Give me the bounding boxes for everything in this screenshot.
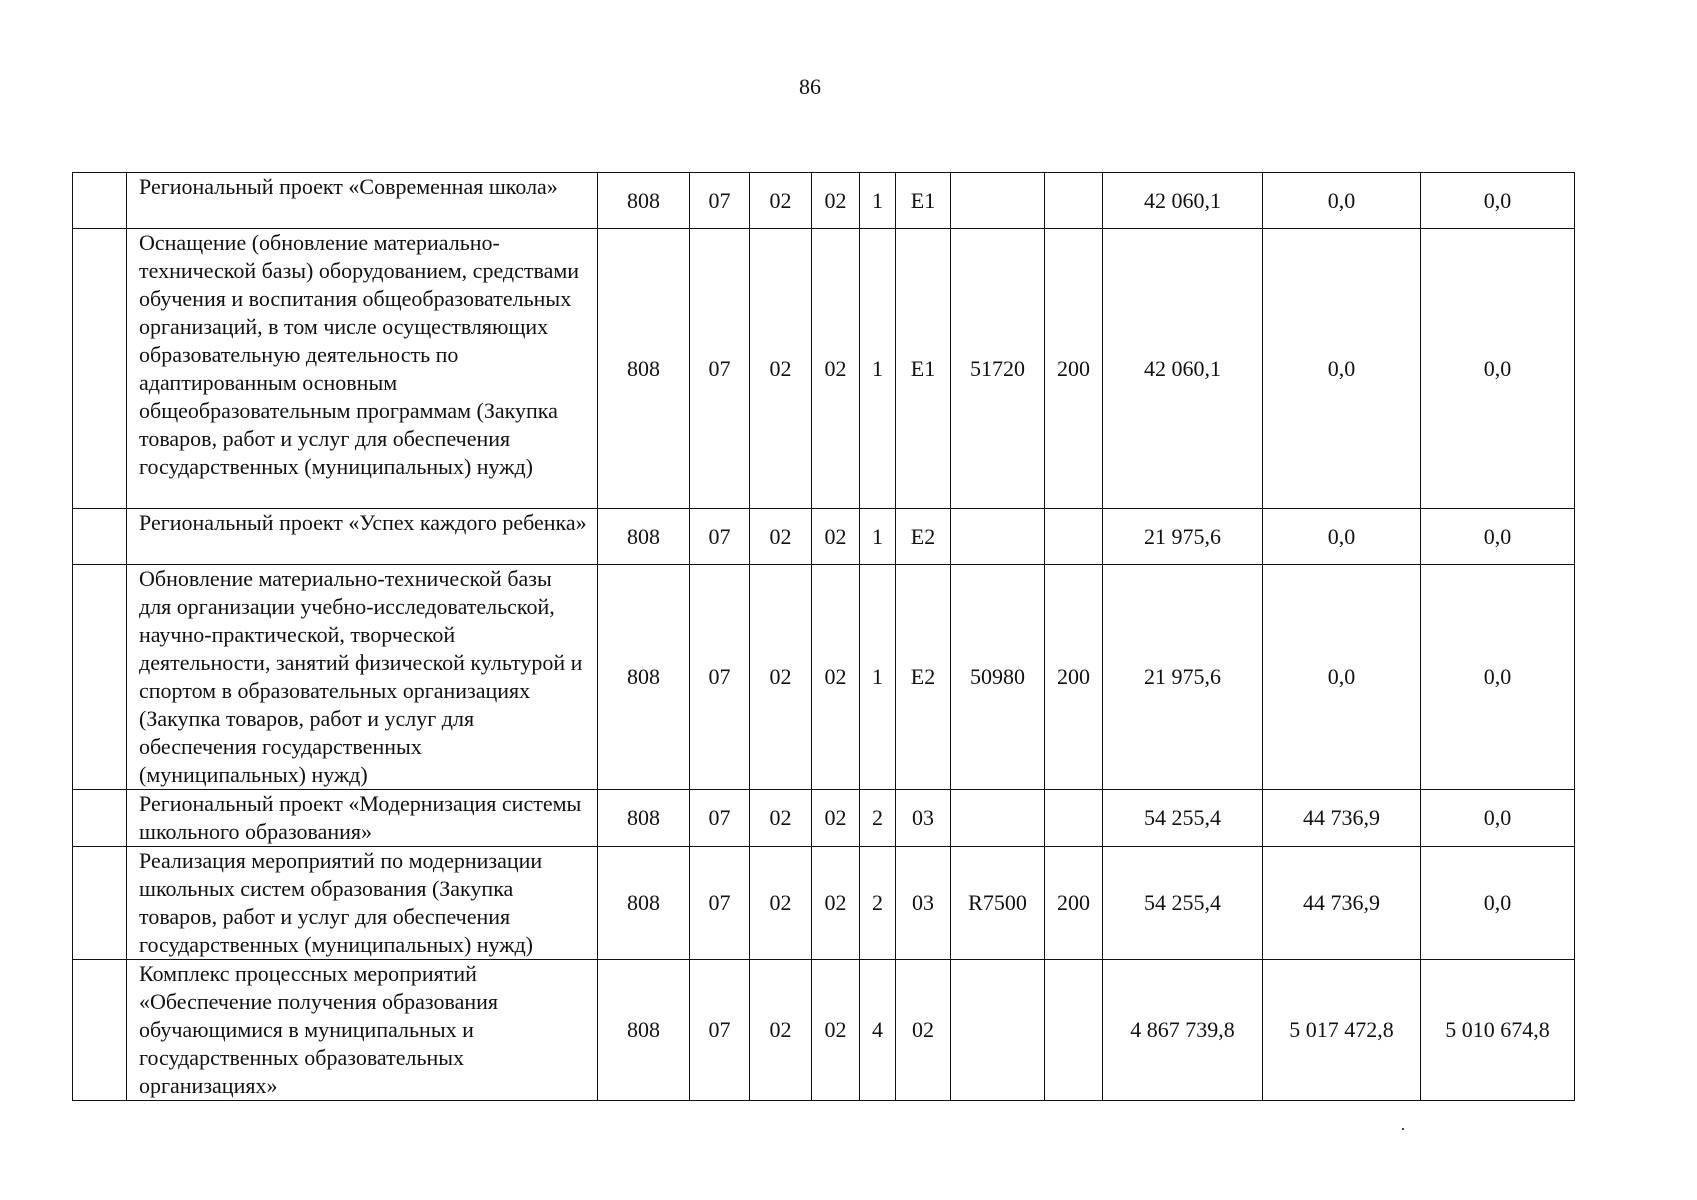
amount-year-3: 5 010 674,8	[1421, 960, 1575, 1101]
section-code: 07	[690, 509, 750, 565]
subprogram-code: 1	[860, 229, 896, 509]
item-name: Реализация мероприятий по модернизации школьных систем образования (Закупка товаров, работ и услуг для обеспечения государственных (муниципальных) нужд)	[127, 847, 598, 960]
subsection-code: 02	[750, 173, 812, 229]
project-code: Е2	[896, 565, 951, 790]
page-number: 86	[799, 74, 821, 99]
project-code: 02	[896, 960, 951, 1101]
amount-year-2: 5 017 472,8	[1263, 960, 1421, 1101]
expense-type-code	[1045, 790, 1103, 847]
ministry-code: 808	[598, 790, 690, 847]
table-row	[73, 790, 1575, 847]
expense-type-code: 200	[1045, 229, 1103, 509]
section-code: 07	[690, 173, 750, 229]
amount-year-1: 4 867 739,8	[1103, 960, 1263, 1101]
subprogram-code: 4	[860, 960, 896, 1101]
program-code: 02	[812, 509, 860, 565]
ministry-code: 808	[598, 960, 690, 1101]
row-number-cell	[73, 847, 127, 960]
direction-code: 50980	[951, 565, 1045, 790]
row-number-cell	[73, 229, 127, 509]
program-code: 02	[812, 790, 860, 847]
amount-year-3: 0,0	[1421, 229, 1575, 509]
section-code: 07	[690, 960, 750, 1101]
item-name: Обновление материально-технической базы для организации учебно-исследовательской, научно-практической, творческой деятельности, занятий физической культурой и спортом в образовательных организациях (Закупка товаров, работ и услуг для обеспечения государственных (муниципальных) нужд)	[127, 565, 598, 790]
expense-type-code	[1045, 509, 1103, 565]
project-code: 03	[896, 790, 951, 847]
direction-code	[951, 173, 1045, 229]
scan-speck	[1402, 1128, 1404, 1130]
section-code: 07	[690, 565, 750, 790]
amount-year-2: 44 736,9	[1263, 847, 1421, 960]
ministry-code: 808	[598, 847, 690, 960]
program-code: 02	[812, 229, 860, 509]
row-number-cell	[73, 790, 127, 847]
amount-year-3: 0,0	[1421, 565, 1575, 790]
section-code: 07	[690, 229, 750, 509]
subsection-code: 02	[750, 790, 812, 847]
item-name: Региональный проект «Современная школа»	[127, 173, 598, 229]
row-number-cell	[73, 960, 127, 1101]
amount-year-1: 42 060,1	[1103, 173, 1263, 229]
subsection-code: 02	[750, 847, 812, 960]
direction-code	[951, 960, 1045, 1101]
row-number-cell	[73, 509, 127, 565]
amount-year-3: 0,0	[1421, 509, 1575, 565]
program-code: 02	[812, 565, 860, 790]
amount-year-3: 0,0	[1421, 790, 1575, 847]
amount-year-2: 0,0	[1263, 509, 1421, 565]
project-code: Е1	[896, 229, 951, 509]
subsection-code: 02	[750, 509, 812, 565]
expense-type-code: 200	[1045, 847, 1103, 960]
subsection-code: 02	[750, 565, 812, 790]
section-code: 07	[690, 790, 750, 847]
ministry-code: 808	[598, 173, 690, 229]
budget-table	[72, 172, 1575, 1101]
direction-code	[951, 509, 1045, 565]
table-row	[73, 509, 1575, 565]
expense-type-code: 200	[1045, 565, 1103, 790]
project-code: Е1	[896, 173, 951, 229]
table-row	[73, 565, 1575, 790]
amount-year-1: 42 060,1	[1103, 229, 1263, 509]
table-row	[73, 847, 1575, 960]
expense-type-code	[1045, 173, 1103, 229]
amount-year-1: 21 975,6	[1103, 565, 1263, 790]
amount-year-2: 0,0	[1263, 173, 1421, 229]
subprogram-code: 1	[860, 565, 896, 790]
item-name: Региональный проект «Модернизация системы школьного образования»	[127, 790, 598, 847]
amount-year-3: 0,0	[1421, 847, 1575, 960]
ministry-code: 808	[598, 229, 690, 509]
table-row	[73, 173, 1575, 229]
amount-year-1: 54 255,4	[1103, 790, 1263, 847]
subprogram-code: 2	[860, 847, 896, 960]
section-code: 07	[690, 847, 750, 960]
ministry-code: 808	[598, 509, 690, 565]
direction-code: R7500	[951, 847, 1045, 960]
subsection-code: 02	[750, 960, 812, 1101]
row-number-cell	[73, 173, 127, 229]
table-row	[73, 229, 1575, 509]
project-code: 03	[896, 847, 951, 960]
direction-code	[951, 790, 1045, 847]
amount-year-2: 44 736,9	[1263, 790, 1421, 847]
amount-year-2: 0,0	[1263, 565, 1421, 790]
subsection-code: 02	[750, 229, 812, 509]
amount-year-1: 54 255,4	[1103, 847, 1263, 960]
item-name: Региональный проект «Успех каждого ребенка»	[127, 509, 598, 565]
subprogram-code: 1	[860, 509, 896, 565]
project-code: Е2	[896, 509, 951, 565]
direction-code: 51720	[951, 229, 1045, 509]
row-number-cell	[73, 565, 127, 790]
item-name: Оснащение (обновление материально-технической базы) оборудованием, средствами обучения и воспитания общеобразовательных организаций, в том числе осуществляющих образовательную деятельность по адаптированным основным общеобразовательным программам (Закупка товаров, работ и услуг для обеспечения государственных (муниципальных) нужд)	[127, 229, 598, 509]
item-name: Комплекс процессных мероприятий «Обеспечение получения образования обучающимися в муниципальных и государственных образовательных организациях»	[127, 960, 598, 1101]
expense-type-code	[1045, 960, 1103, 1101]
amount-year-2: 0,0	[1263, 229, 1421, 509]
ministry-code: 808	[598, 565, 690, 790]
subprogram-code: 2	[860, 790, 896, 847]
table-row	[73, 960, 1575, 1101]
amount-year-1: 21 975,6	[1103, 509, 1263, 565]
program-code: 02	[812, 173, 860, 229]
program-code: 02	[812, 960, 860, 1101]
subprogram-code: 1	[860, 173, 896, 229]
amount-year-3: 0,0	[1421, 173, 1575, 229]
program-code: 02	[812, 847, 860, 960]
